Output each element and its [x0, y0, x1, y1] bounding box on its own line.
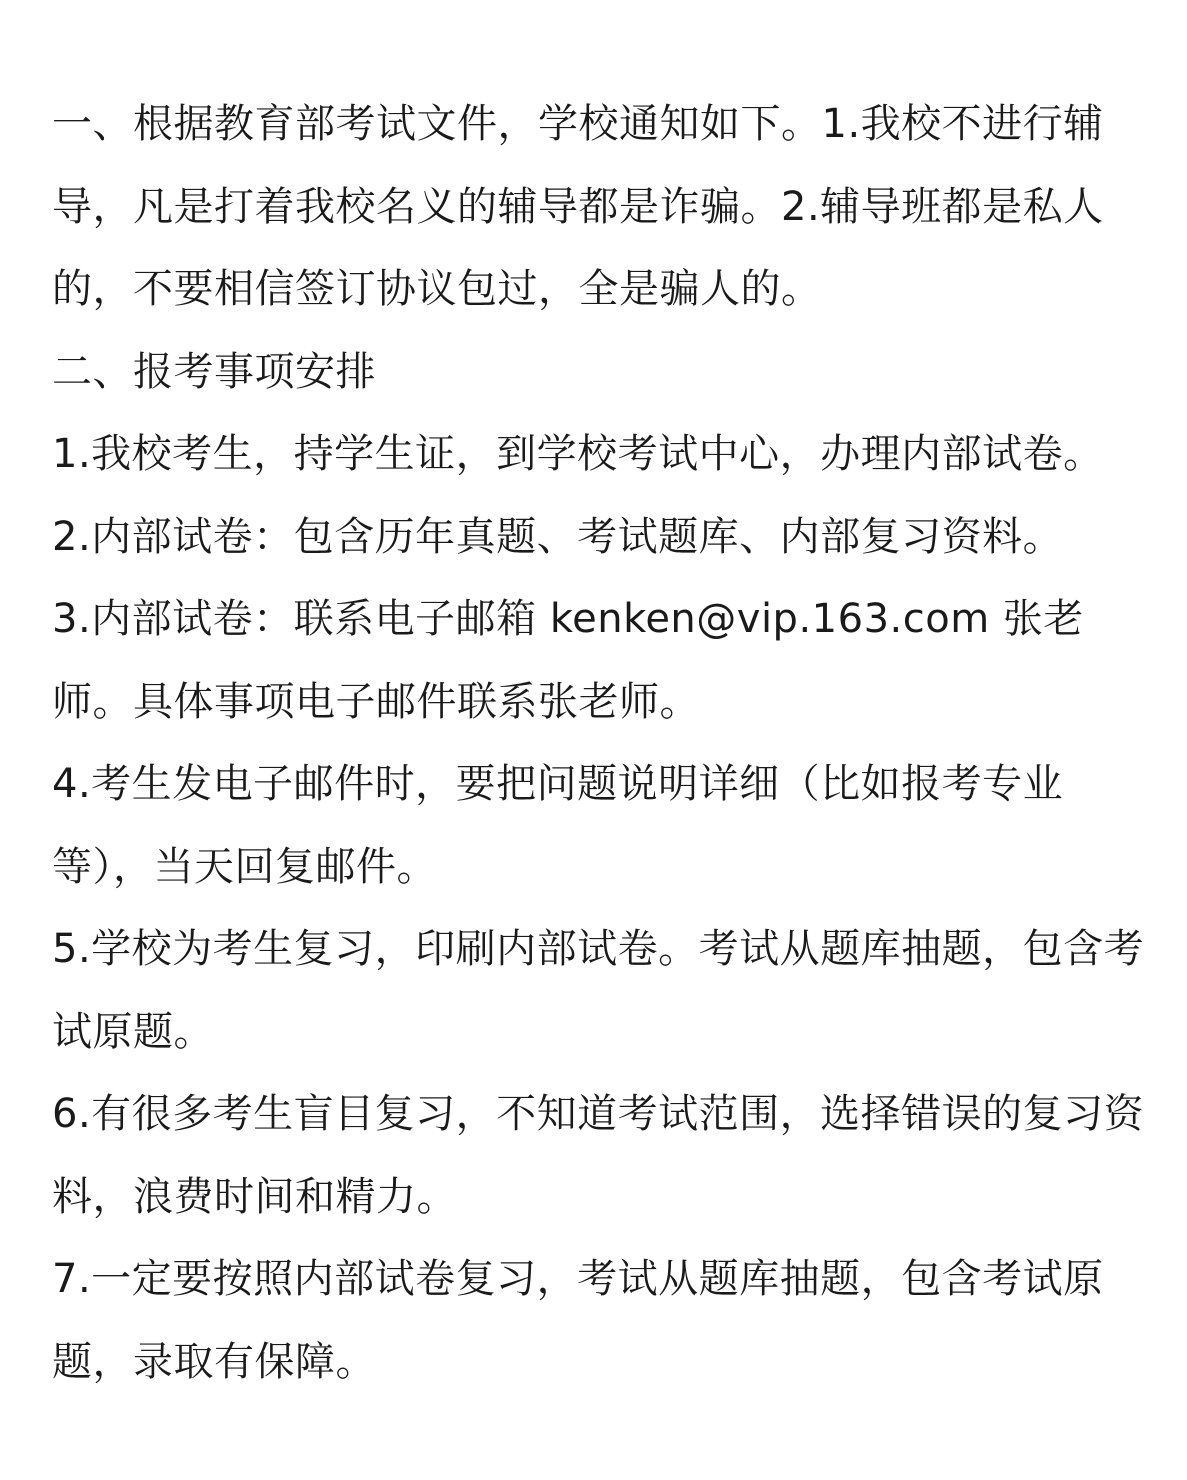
- list-item-3: 3.内部试卷：联系电子邮箱 kenken@vip.163.com 张老师。具体事项电子邮件联系张老师。: [52, 596, 1084, 725]
- list-item-4: 4.考生发电子邮件时，要把问题说明详细（比如报考专业等），当天回复邮件。: [52, 761, 1064, 890]
- list-item-2: 2.内部试卷：包含历年真题、考试题库、内部复习资料。: [52, 513, 1064, 560]
- paragraph-notice-intro: 一、根据教育部考试文件，学校通知如下。1.我校不进行辅导，凡是打着我校名义的辅导都是诈骗。2.辅导班都是私人的，不要相信签订协议包过，全是骗人的。: [52, 101, 1104, 312]
- list-item-6: 6.有很多考生盲目复习，不知道考试范围，选择错误的复习资料，浪费时间和精力。: [52, 1091, 1145, 1220]
- section-heading-arrangements: 二、报考事项安排: [52, 348, 376, 395]
- list-item-1: 1.我校考生，持学生证，到学校考试中心，办理内部试卷。: [52, 431, 1104, 477]
- notice-document: [52, 83, 1152, 1403]
- list-item-7: 7.一定要按照内部试卷复习，考试从题库抽题，包含考试原题，录取有保障。: [52, 1256, 1104, 1385]
- list-item-5: 5.学校为考生复习，印刷内部试卷。考试从题库抽题，包含考试原题。: [52, 926, 1145, 1055]
